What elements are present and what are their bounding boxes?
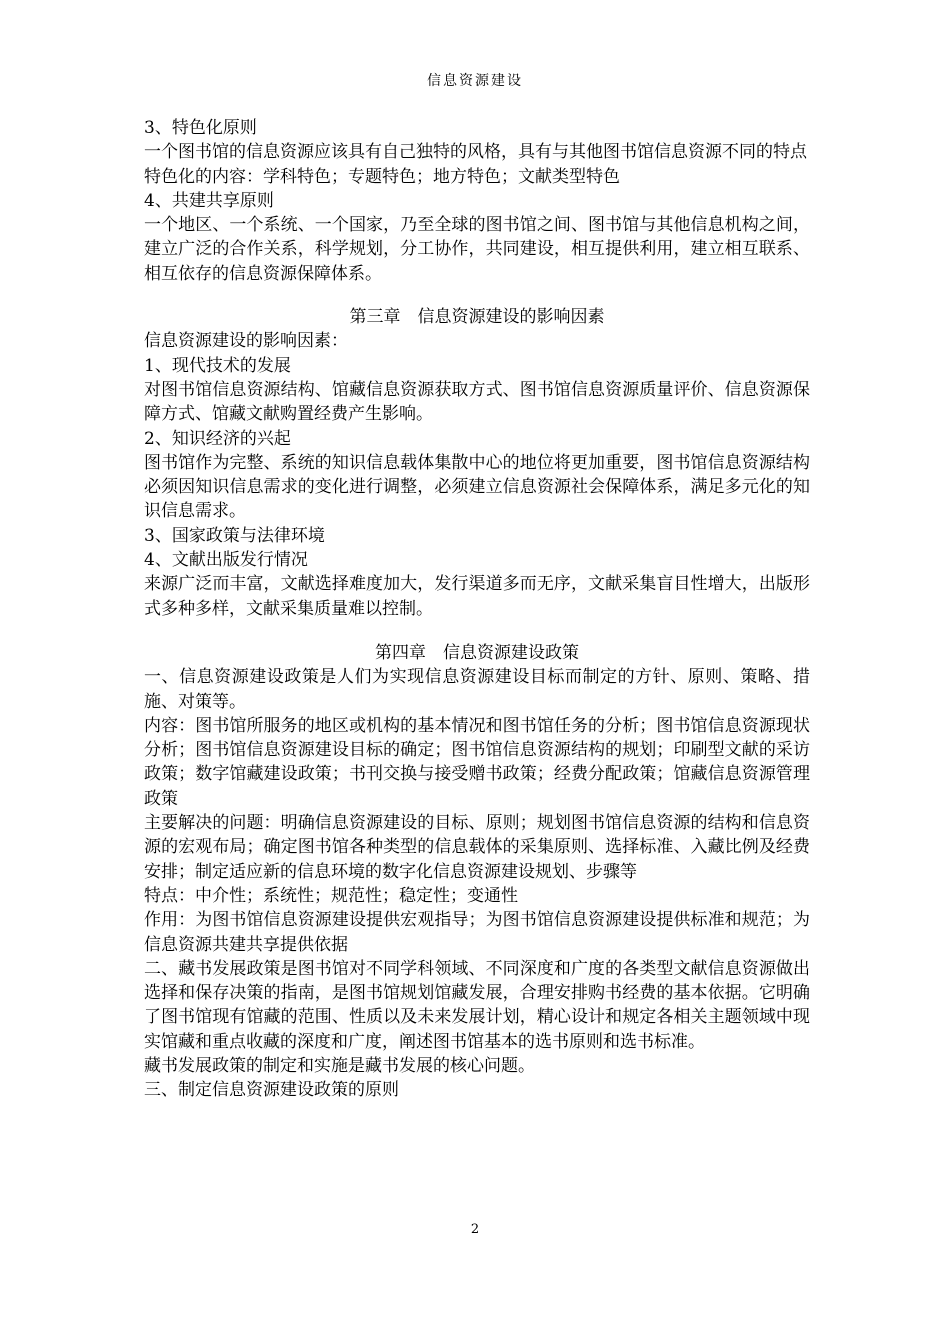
page-number: 2 — [470, 1222, 480, 1237]
paragraph: 对图书馆信息资源结构、馆藏信息资源获取方式、图书馆信息资源质量评价、信息资源保障方式、馆藏文献购置经费产生影响。 — [144, 379, 810, 425]
paragraph: 主要解决的问题：明确信息资源建设的目标、原则；规划图书馆信息资源的结构和信息资源的宏观布局；确定图书馆各种类型的信息载体的采集原则、选择标准、入藏比例及经费安排；制定适应新的信息环境的数字化信息资源建设规划、步骤等 — [144, 813, 810, 882]
paragraph: 3、国家政策与法律环境 — [144, 525, 325, 546]
paragraph: 三、制定信息资源建设政策的原则 — [144, 1080, 399, 1101]
section-principles — [144, 116, 810, 286]
paragraph: 特色化的内容：学科特色；专题特色；地方特色；文献类型特色 — [144, 166, 620, 187]
paragraph: 图书馆作为完整、系统的知识信息载体集散中心的地位将更加重要，图书馆信息资源结构必须因知识信息需求的变化进行调整，必须建立信息资源社会保障体系，满足多元化的知识信息需求。 — [144, 452, 810, 522]
paragraph: 特点：中介性；系统性；规范性；稳定性；变通性 — [144, 885, 518, 906]
paragraph: 3、特色化原则 — [144, 118, 257, 138]
paragraph: 二、藏书发展政策是图书馆对不同学科领域、不同深度和广度的各类型文献信息资源做出选择和保存决策的指南，是图书馆规划馆藏发展，合理安排购书经费的基本依据。它明确了图书馆现有馆藏的范围、性质以及未来发展计划，精心设计和规定各相关主题领域中现实馆藏和重点收藏的深度和广度，阐述图书馆基本的选书原则和选书标准。 — [144, 958, 810, 1052]
paragraph: 4、共建共享原则 — [144, 190, 274, 211]
paragraph: 一个地区、一个系统、一个国家，乃至全球的图书馆之间、图书馆与其他信息机构之间，建立广泛的合作关系，科学规划，分工协作，共同建设，相互提供利用，建立相互联系、相互依存的信息资源保障体系。 — [144, 215, 810, 284]
paragraph: 2、知识经济的兴起 — [144, 428, 291, 449]
page-header: 信息资源建设 — [427, 73, 523, 89]
chapter-3-body — [144, 329, 810, 621]
paragraph: 作用：为图书馆信息资源建设提供宏观指导；为图书馆信息资源建设提供标准和规范；为信息资源共建共享提供依据 — [144, 910, 810, 955]
paragraph: 4、文献出版发行情况 — [144, 550, 308, 571]
chapter-4-title: 第四章 信息资源建设政策 — [375, 642, 579, 663]
document-body — [144, 116, 810, 1103]
paragraph: 来源广泛而丰富，文献选择难度加大，发行渠道多而无序，文献采集盲目性增大，出版形式多种多样，文献采集质量难以控制。 — [144, 574, 810, 619]
paragraph: 内容：图书馆所服务的地区或机构的基本情况和图书馆任务的分析；图书馆信息资源现状分析；图书馆信息资源建设目标的确定；图书馆信息资源结构的规划；印刷型文献的采访政策；数字馆藏建设政策；书刊交换与接受赠书政策；经费分配政策；馆藏信息资源管理政策 — [144, 715, 810, 809]
paragraph: 1、现代技术的发展 — [144, 355, 291, 376]
paragraph: 藏书发展政策的制定和实施是藏书发展的核心问题。 — [144, 1055, 535, 1076]
paragraph: 一个图书馆的信息资源应该具有自己独特的风格，具有与其他图书馆信息资源不同的特点 — [144, 142, 807, 163]
paragraph: 一、信息资源建设政策是人们为实现信息资源建设目标而制定的方针、原则、策略、措施、对策等。 — [144, 667, 810, 712]
chapter-4-body — [144, 665, 810, 1102]
chapter-3-title: 第三章 信息资源建设的影响因素 — [349, 307, 605, 328]
paragraph: 信息资源建设的影响因素： — [144, 331, 348, 352]
